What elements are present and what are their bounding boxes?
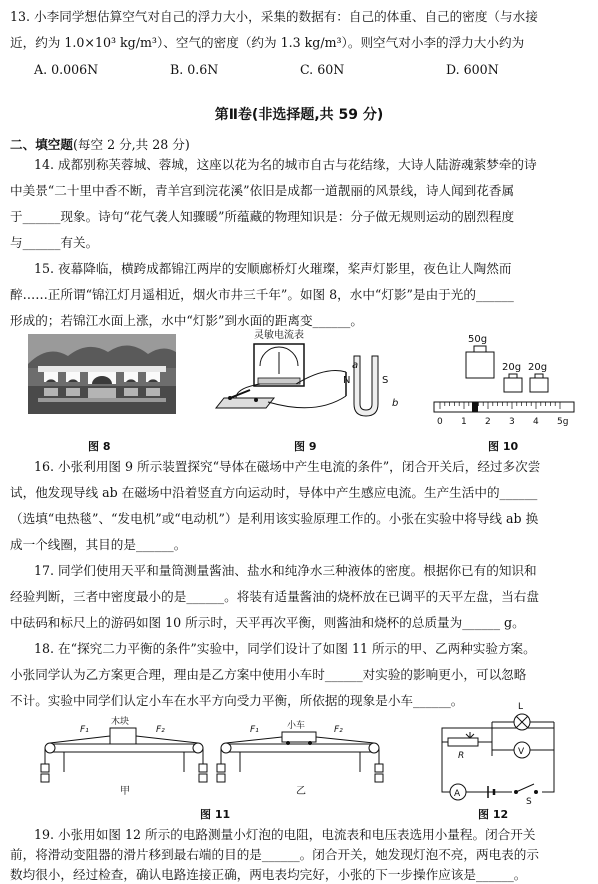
q15-line-1: 15. 夜幕降临，横跨成都锦江两岸的安顺廊桥灯火璀璨，桨声灯影里，夜色让人陶然而 — [34, 261, 512, 276]
wood-block — [110, 728, 136, 744]
ruler-tick-label: 3 — [509, 417, 515, 427]
ammeter-label: A — [454, 789, 461, 799]
weight-50-label: 50g — [468, 334, 488, 345]
subheading-rest: (每空 2 分,共 28 分) — [72, 137, 190, 152]
yi-label: 乙 — [296, 786, 306, 797]
f2-label-yi: F₂ — [334, 725, 343, 735]
figure-9-caption: 图 9 — [294, 440, 317, 453]
q14-line-1: 14. 成都别称芙蓉城、蓉城，这座以花为名的城市自古与花结缘，大诗人陆游魂萦梦牵的诗 — [34, 157, 537, 172]
q16-line-4: 成一个线圈，其目的是______。 — [10, 537, 187, 552]
q13-line-1: 13. 小李同学想估算空气对自己的浮力大小，采集的数据有：自己的体重、自己的密度（与水接 — [10, 9, 538, 24]
figure-12-caption: 图 12 — [478, 808, 509, 821]
figure-8-bridge-photo — [28, 334, 176, 414]
rheostat — [448, 738, 478, 746]
rider-ruler — [434, 402, 574, 412]
q13-option-d: D. 600N — [446, 62, 499, 77]
label-a: a — [352, 360, 359, 371]
figure-11-setup-yi — [216, 716, 384, 802]
pulley-left — [45, 743, 55, 753]
q18-line-3: 不计。实验中同学们认定小车在水平方向受力平衡，所依据的现象是小车______。 — [10, 693, 464, 708]
q18-line-2: 小张同学认为乙方案更合理，理由是乙方案中使用小车时______对实验的影响更小，可以忽略 — [10, 667, 527, 682]
label-S: S — [382, 375, 389, 386]
ruler-tick-label: 2 — [485, 417, 491, 427]
q15-line-3: 形成的；若锦江水面上涨，水中“灯影”到水面的距离变______。 — [10, 313, 363, 328]
q15-line-2: 醉……正所谓“锦江灯月遥相近，烟火市井三千年”。如图 8，水中“灯影”是由于光的______ — [10, 287, 514, 302]
switch-base — [216, 398, 274, 408]
q19-line-1: 19. 小张用如图 12 所示的电路测量小灯泡的电阻，电流表和电压表选用小量程。闭合开关 — [34, 827, 536, 842]
figure-11-caption: 图 11 — [200, 808, 231, 821]
meter-label: 灵敏电流表 — [254, 330, 304, 341]
cart — [282, 732, 316, 742]
q18-line-1: 18. 在“探究二力平衡的条件”实验中，同学们设计了如图 11 所示的甲、乙两种实验方案。 — [34, 641, 536, 656]
ruler-tick-label: 1 — [461, 417, 467, 427]
table-jia — [52, 744, 196, 752]
ruler-tick-label: 4 — [533, 417, 539, 427]
weight-20b — [530, 378, 548, 392]
ruler-tick-label: 5g — [557, 417, 569, 427]
f2-label-jia: F₂ — [156, 725, 165, 735]
q16-line-3: （选填“电热毯”、“发电机”或“电动机”）是利用该实验原理工作的。小张在实验中将导线 ab 换 — [10, 511, 539, 526]
jia-label: 甲 — [120, 786, 130, 797]
figure-10-weights — [430, 330, 580, 430]
weight-50 — [466, 352, 494, 378]
f1-label-yi: F₁ — [250, 725, 259, 735]
q16-line-2: 试，他发现导线 ab 在磁场中沿着竖直方向运动时，导体中产生感应电流。生产生活中的______ — [10, 485, 538, 500]
f1-label-jia: F₁ — [80, 725, 89, 735]
lamp-label: L — [518, 702, 524, 712]
ruler-tick-label: 0 — [437, 417, 443, 427]
figure-10-caption: 图 10 — [488, 440, 519, 453]
weight-20a-label: 20g — [502, 362, 522, 373]
q13-option-a: A. 0.006N — [34, 62, 99, 77]
section-title: 第Ⅱ卷(非选择题,共 59 分) — [214, 107, 384, 123]
q13-line-2: 近，约为 1.0×10³ kg/m³）、空气的密度（约为 1.3 kg/m³）。则空气对小李的浮力大小约为 — [10, 35, 525, 50]
section-subheading — [10, 134, 190, 153]
table-yi — [228, 744, 372, 752]
weight-20a — [504, 378, 522, 392]
q17-line-1: 17. 同学们使用天平和量筒测量酱油、盐水和纯净水三种液体的密度。根据你已有的知识和 — [34, 563, 537, 578]
subheading-bold: 二、填空题 — [10, 137, 73, 152]
block-label: 木块 — [111, 717, 130, 727]
figure-9-apparatus — [196, 326, 416, 430]
figure-12-circuit — [428, 702, 568, 807]
cart-label: 小车 — [287, 721, 306, 731]
pulley-right — [193, 743, 203, 753]
label-N: N — [343, 375, 351, 386]
voltmeter-label: V — [518, 747, 525, 757]
weight-20b-label: 20g — [528, 362, 548, 373]
figure-8-caption: 图 8 — [88, 440, 111, 453]
q17-line-2: 经验判断，三者中密度最小的是______。将装有适量酱油的烧杯放在已调平的天平左盘，当右盘 — [10, 589, 539, 604]
q13-option-b: B. 0.6N — [170, 62, 219, 77]
q13-option-c: C. 60N — [300, 62, 345, 77]
figure-11-setup-jia — [40, 716, 208, 802]
q19-line-2: 前，将滑动变阻器的滑片移到最右端的目的是______。闭合开关，她发现灯泡不亮，两电表的示 — [10, 847, 539, 862]
q14-line-2: 中美景“二十里中香不断，青羊宫到浣花溪”依旧是成都一道靓丽的风景线，诗人闻到花香属 — [10, 183, 515, 198]
switch-label: S — [526, 797, 532, 807]
rider — [472, 402, 478, 412]
q14-line-4: 与______有关。 — [10, 235, 99, 250]
q14-line-3: 于______现象。诗句“花气袭人知骤暖”所蕴藏的物理知识是：分子做无规则运动的剧烈程度 — [10, 209, 515, 224]
q19-line-3: 数均很小，经过检查，确认电路连接正确，两电表均完好，小张的下一步操作应该是______。 — [10, 867, 527, 882]
q17-line-3: 中砝码和标尺上的游码如图 10 所示时，天平再次平衡，则酱油和烧杯的总质量为______ g。 — [10, 615, 525, 630]
rheostat-label: R — [458, 751, 465, 761]
q16-line-1: 16. 小张利用图 9 所示装置探究“导体在磁场中产生电流的条件”，闭合开关后，经过多次尝 — [34, 459, 541, 474]
label-b: b — [392, 398, 399, 409]
